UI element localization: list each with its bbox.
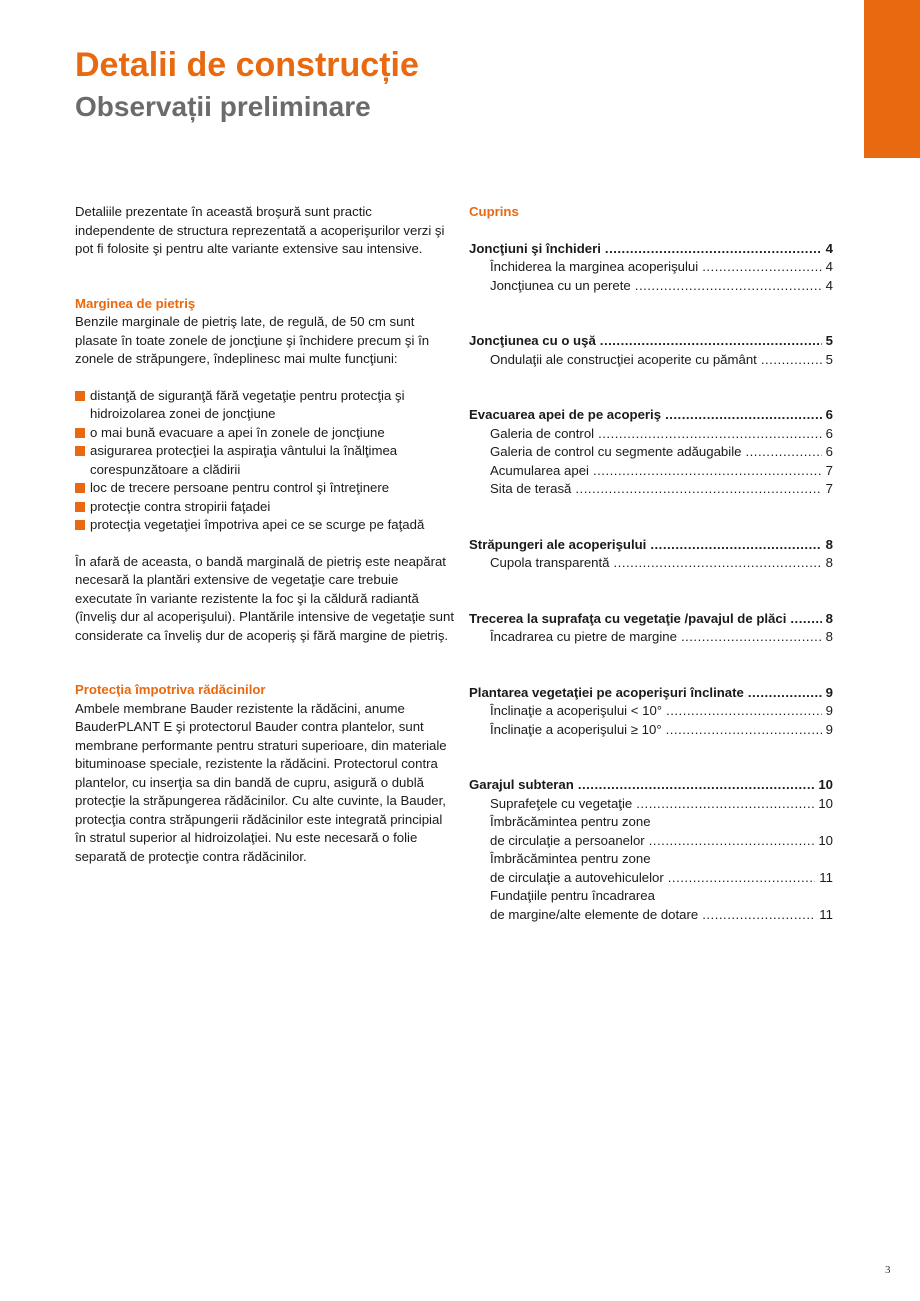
toc-group [469, 776, 833, 924]
list-item: protecţie contra stropirii faţadei [75, 498, 455, 517]
toc-entry[interactable]: Garajul subteran ..... 10 [469, 776, 833, 795]
toc-entry[interactable]: Trecerea la suprafaţa cu vegetaţie /pavajul de plăci ..... 8 [469, 610, 833, 629]
toc-entry[interactable]: Joncţiuni şi închideri ..... 4 [469, 240, 833, 259]
toc-group [469, 406, 833, 499]
toc-group [469, 684, 833, 740]
toc-entry[interactable]: Suprafeţele cu vegetaţie ..... 10 [469, 795, 833, 814]
toc-entry[interactable]: Încadrarea cu pietre de margine ..... 8 [469, 628, 833, 647]
toc-entry[interactable]: Galeria de control cu segmente adăugabile ..... 6 [469, 443, 833, 462]
toc-entry[interactable]: Ondulaţii ale construcţiei acoperite cu pământ ..... 5 [469, 351, 833, 370]
table-of-contents [469, 203, 833, 924]
toc-entry[interactable]: Joncţiunea cu un perete ..... 4 [469, 277, 833, 296]
list-item: o mai bună evacuare a apei în zonele de joncţiune [75, 424, 455, 443]
toc-entry[interactable]: Galeria de control ..... 6 [469, 425, 833, 444]
bullet-square-icon [75, 428, 85, 438]
toc-entry[interactable]: Acumularea apei ..... 7 [469, 462, 833, 481]
bullet-square-icon [75, 502, 85, 512]
gravel-paragraph: Benzile marginale de pietriş late, de regulă, de 50 cm sunt plasate în toate zonele de joncţiune şi închidere precum şi în zonele de străpungere, îndeplinesc mai multe funcţiuni: [75, 314, 430, 366]
list-item: asigurarea protecţiei la aspiraţia vântului la înălţimea corespunzătoare a clădirii [75, 442, 455, 479]
toc-group [469, 240, 833, 296]
toc-entry[interactable]: de circulaţie a autovehiculelor ..... 11 [469, 869, 833, 888]
gravel-bullet-list [75, 387, 455, 535]
toc-entry-line: Îmbrăcămintea pentru zone [490, 851, 651, 866]
list-item: protecţia vegetaţiei împotriva apei ce se scurge pe faţadă [75, 516, 455, 535]
bullet-square-icon [75, 446, 85, 456]
toc-entry[interactable]: Plantarea vegetaţiei pe acoperişuri înclinate ..... 9 [469, 684, 833, 703]
toc-group [469, 332, 833, 369]
list-item: loc de trecere persoane pentru control şi întreţinere [75, 479, 455, 498]
toc-entry[interactable]: Închiderea la marginea acoperişului ..... 4 [469, 258, 833, 277]
bullet-square-icon [75, 391, 85, 401]
page-title: Detalii de construcție [75, 46, 419, 84]
gravel-heading: Marginea de pietriş [75, 295, 196, 311]
toc-entry-line: Îmbrăcămintea pentru zone [490, 814, 651, 829]
page-number: 3 [885, 1264, 891, 1276]
toc-entry[interactable]: de circulaţie a persoanelor ..... 10 [469, 832, 833, 851]
toc-heading: Cuprins [469, 204, 519, 219]
left-column [75, 203, 455, 866]
toc-entry[interactable]: Sita de terasă ..... 7 [469, 480, 833, 499]
section-tab [864, 0, 920, 158]
roots-paragraph: Ambele membrane Bauder rezistente la rădăcini, anume BauderPLANT E şi protectorul Bauder contra plantelor, sunt membrane performante pentru straturi superioare, din materiale bituminoase speciale, rezistente la rădăcini. Protectorul contra plantelor, cu inserţia sa din bandă de cupru, asigură o dublă protecţie la străpungerea rădăcinilor. Cu alte cuvinte, la Bauder, protecţia contra străpungerii rădăcinilor este integrată principial în stratul superior al hidroizolaţiei. Nu este necesară o folie separată de protecţie contra rădăcinilor. [75, 700, 447, 864]
toc-entry[interactable]: de margine/alte elemente de dotare ..... 11 [469, 906, 833, 925]
toc-entry[interactable]: Înclinaţie a acoperişului < 10° ..... 9 [469, 702, 833, 721]
roots-heading: Protecţia împotriva rădăcinilor [75, 682, 266, 697]
toc-group [469, 536, 833, 573]
toc-entry[interactable]: Străpungeri ale acoperişului ..... 8 [469, 536, 833, 555]
intro-paragraph: Detaliile prezentate în această broşură sunt practic independente de structura reprezentată a acoperişurilor verzi şi pot fi folosite şi pentru alte variante extensive sau intensive. [75, 204, 445, 256]
toc-group [469, 610, 833, 647]
toc-entry[interactable]: Cupola transparentă ..... 8 [469, 554, 833, 573]
gravel-paragraph-2: În afară de aceasta, o bandă marginală de pietriş este neapărat necesară la plantări extensive de vegetaţie care trebuie executate în variante rezistente la foc şi la căldură radiantă (înveliş dur al acoperişului). Plantările intensive de vegetaţie sunt considerate ca înveliş dur de acoperiş şi fără margine de pietriş. [75, 553, 454, 643]
toc-entry-line: Fundaţiile pentru încadrarea [490, 888, 655, 903]
page-subtitle: Observații preliminare [75, 91, 371, 122]
toc-entry[interactable]: Joncţiunea cu o uşă ..... 5 [469, 332, 833, 351]
toc-entry[interactable]: Evacuarea apei de pe acoperiş ..... 6 [469, 406, 833, 425]
list-item: distanţă de siguranţă fără vegetaţie pentru protecţia şi hidroizolarea zonei de joncţiune [75, 387, 455, 424]
bullet-square-icon [75, 483, 85, 493]
toc-entry[interactable]: Înclinaţie a acoperişului ≥ 10° ..... 9 [469, 721, 833, 740]
bullet-square-icon [75, 520, 85, 530]
